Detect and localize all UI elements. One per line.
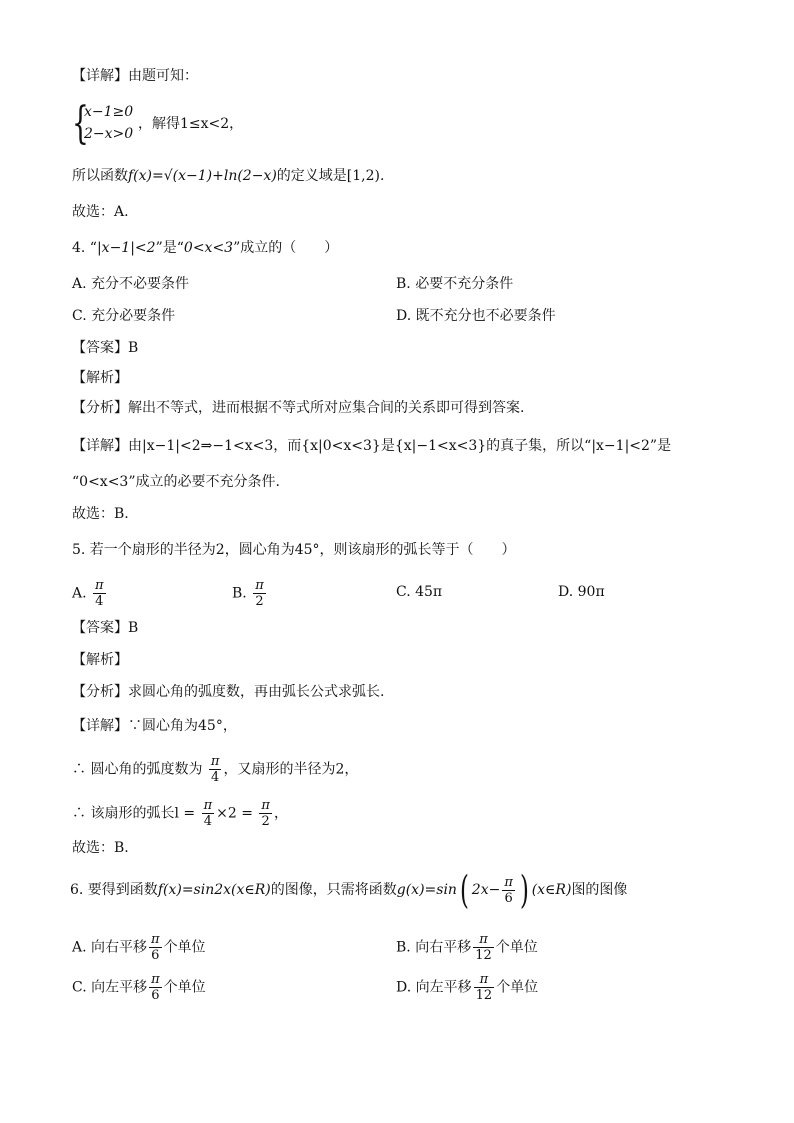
- q3-domain-line: [72, 166, 384, 186]
- fraction: [149, 972, 162, 1003]
- q6-g-domain: (x∈R): [531, 882, 572, 898]
- system-eq-2: 2−x>0: [84, 126, 134, 142]
- detail-tag: 【详解】: [72, 68, 128, 84]
- left-paren: (: [459, 868, 469, 912]
- opt-pre: A. 向右平移: [72, 939, 148, 956]
- q4-option-a: A. 充分不必要条件: [72, 276, 190, 292]
- numerator: π: [210, 754, 220, 769]
- numerator: π: [261, 798, 270, 813]
- q4-stem-a: 4. “: [72, 240, 97, 256]
- fraction: [93, 578, 106, 609]
- fenxi-tag: 【分析】: [72, 400, 128, 416]
- system-brace: {: [72, 98, 89, 149]
- q3-detail-line: [72, 66, 198, 86]
- q4-detail-line-1: [72, 436, 671, 456]
- q6-stem-end: 图的图像: [571, 882, 628, 898]
- q5-fenxi: 求圆心角的弧度数，再由弧长公式求弧长.: [128, 684, 385, 700]
- q4-detail-1: 由|x−1|<2⇒−1<x<3，而{x|0<x<3}是{x|−1<x<3}的真子集，所以“|x−1|<2”是: [128, 438, 672, 454]
- detail-mid: ×2 =: [216, 805, 253, 822]
- q6-stem-pre: 6. 要得到函数: [70, 882, 158, 898]
- opt-post: 个单位: [163, 979, 206, 996]
- q3-answer: 故选：A.: [72, 204, 129, 220]
- opt-label: A.: [72, 585, 87, 602]
- q6-stem: [70, 868, 628, 912]
- numerator: π: [203, 798, 213, 813]
- q4-cond-1: |x−1|<2: [96, 240, 156, 256]
- q4-stem: [72, 238, 338, 258]
- q6-option-b: [396, 932, 538, 963]
- q5-fenxi-line: [72, 682, 384, 702]
- q4-cond-2: 0<x<3: [183, 240, 234, 256]
- q4-option-c: C. 充分必要条件: [72, 308, 176, 324]
- fraction: [253, 578, 266, 609]
- opt-pre: D. 向左平移: [396, 979, 472, 996]
- denominator: 4: [203, 814, 212, 829]
- opt-pre: C. 向左平移: [72, 979, 148, 996]
- numerator: π: [473, 932, 494, 948]
- q6-option-d: [396, 972, 538, 1003]
- system-eq-1: x−1≥0: [84, 104, 134, 120]
- q4-option-b: B. 必要不充分条件: [396, 276, 514, 292]
- domain-mid: 的定义域是: [276, 168, 347, 184]
- q5-option-d: D. 90π: [558, 584, 605, 600]
- detail-tag: 【详解】: [72, 718, 128, 734]
- denominator: 6: [504, 890, 513, 906]
- system-solution: ，解得1≤x<2，: [138, 116, 244, 132]
- detail-pre: ∴ 圆心角的弧度数为: [72, 761, 203, 778]
- fraction: [259, 798, 272, 829]
- q4-answer-line: [72, 338, 138, 358]
- domain-value: [1,2).: [346, 168, 385, 184]
- q4-answer: B: [128, 340, 139, 356]
- q6-function-g: g(x)=sin: [396, 882, 457, 898]
- detail-pre: ∴ 该扇形的弧长l =: [72, 805, 196, 822]
- numerator: π: [151, 932, 160, 947]
- fraction: [202, 798, 215, 829]
- numerator: π: [474, 972, 495, 988]
- fraction: [502, 875, 515, 906]
- fraction: [149, 932, 162, 963]
- q4-stem-c: ”成立的（ ）: [233, 240, 339, 256]
- detail-tag: 【详解】: [72, 438, 128, 454]
- numerator: π: [151, 972, 160, 987]
- denominator: 4: [211, 770, 220, 785]
- fraction: [474, 972, 495, 1003]
- q5-detail-line-1: [72, 716, 237, 736]
- q6-g-inner: 2x−: [471, 882, 501, 898]
- domain-function: f(x)=√(x−1)+ln(2−x): [128, 168, 277, 184]
- q6-option-c: [72, 972, 206, 1003]
- denominator: 12: [475, 988, 493, 1003]
- q4-detail-line-2: “0<x<3”成立的必要不充分条件.: [72, 474, 280, 490]
- answer-tag: 【答案】: [72, 340, 128, 356]
- q4-stem-b: ”是“: [155, 240, 184, 256]
- q6-option-a: [72, 932, 206, 963]
- denominator: 12: [475, 948, 492, 963]
- domain-pre: 所以函数: [72, 168, 128, 184]
- opt-pre: B. 向右平移: [396, 939, 472, 956]
- q5-detail-line-3: [72, 798, 288, 829]
- fenxi-tag: 【分析】: [72, 684, 128, 700]
- opt-post: 个单位: [495, 939, 538, 956]
- q4-option-d: D. 既不充分也不必要条件: [396, 308, 556, 324]
- fraction: [473, 932, 494, 963]
- denominator: 4: [95, 594, 104, 609]
- q4-fenxi-line: [72, 398, 524, 418]
- q5-conclusion: 故选：B.: [72, 840, 129, 856]
- fraction: [209, 754, 222, 785]
- detail-text: 由题可知：: [128, 68, 198, 84]
- q4-conclusion: 故选：B.: [72, 506, 129, 522]
- detail-post: ，: [273, 805, 288, 822]
- q5-answer: B: [128, 620, 139, 636]
- q5-answer-line: [72, 618, 138, 638]
- q5-option-c: C. 45π: [396, 584, 443, 600]
- q4-analysis-tag: 【解析】: [72, 370, 128, 386]
- opt-label: B.: [232, 585, 247, 602]
- denominator: 6: [151, 988, 160, 1003]
- q6-stem-mid: 的图像，只需将函数: [270, 882, 397, 898]
- numerator: π: [255, 578, 264, 593]
- detail-post: ，又扇形的半径为2，: [223, 761, 359, 778]
- denominator: 6: [151, 948, 160, 963]
- denominator: 2: [261, 814, 270, 829]
- denominator: 2: [255, 594, 264, 609]
- q4-fenxi: 解出不等式，进而根据不等式所对应集合间的关系即可得到答案.: [128, 400, 525, 416]
- q5-option-b: [232, 578, 268, 609]
- q5-detail-line-2: [72, 754, 358, 785]
- opt-post: 个单位: [163, 939, 206, 956]
- q5-analysis-tag: 【解析】: [72, 652, 128, 668]
- numerator: π: [95, 578, 104, 593]
- numerator: π: [504, 874, 513, 890]
- opt-post: 个单位: [496, 979, 539, 996]
- right-paren: ): [519, 868, 529, 912]
- q5-detail-1: ∵圆心角为45°，: [128, 718, 237, 734]
- q6-function-f: f(x)=sin2x(x∈R): [157, 882, 271, 898]
- q5-stem: 5. 若一个扇形的半径为2，圆心角为45°，则该扇形的弧长等于（ ）: [72, 542, 516, 558]
- q5-option-a: [72, 578, 108, 609]
- answer-tag: 【答案】: [72, 620, 128, 636]
